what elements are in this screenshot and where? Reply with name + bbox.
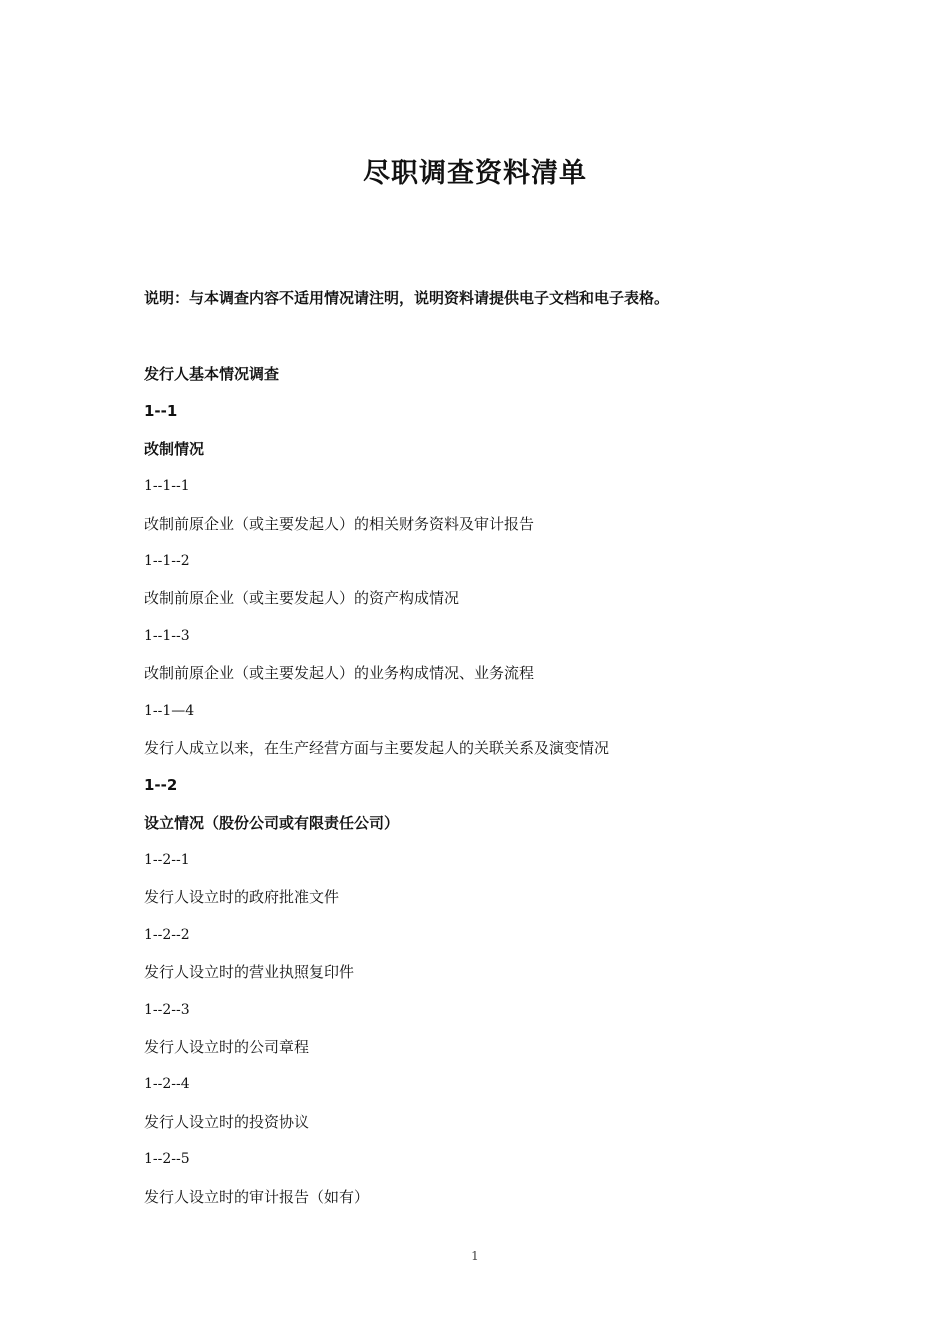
checklist-item-code: 1--1--3 xyxy=(144,627,190,644)
checklist-item-code: 1--2--5 xyxy=(144,1151,190,1168)
checklist-item-code: 1--1—4 xyxy=(144,702,195,719)
checklist-section-heading: 设立情况（股份公司或有限责任公司） xyxy=(144,813,400,832)
checklist-section-heading: 1--1 xyxy=(144,402,178,421)
checklist-content xyxy=(144,362,844,1222)
checklist-item-code: 1--2--2 xyxy=(144,926,190,943)
checklist-item: 发行人成立以来，在生产经营方面与主要发起人的关联关系及演变情况 xyxy=(144,738,610,757)
checklist-item-code: 1--1--1 xyxy=(144,478,190,495)
checklist-item: 发行人设立时的审计报告（如有） xyxy=(144,1187,370,1206)
document-note: 说明：与本调查内容不适用情况请注明，说明资料请提供电子文档和电子表格。 xyxy=(144,289,670,307)
checklist-item: 改制前原企业（或主要发起人）的业务构成情况、业务流程 xyxy=(144,664,535,683)
checklist-section-heading: 1--2 xyxy=(144,776,178,795)
checklist-section-heading: 发行人基本情况调查 xyxy=(144,365,280,383)
checklist-item: 发行人设立时的公司章程 xyxy=(144,1038,310,1057)
checklist-item-code: 1--2--4 xyxy=(144,1076,190,1093)
checklist-item: 改制前原企业（或主要发起人）的相关财务资料及审计报告 xyxy=(144,514,535,533)
document-title: 尽职调查资料清单 xyxy=(363,158,587,189)
checklist-item-code: 1--2--1 xyxy=(144,852,190,869)
checklist-item: 发行人设立时的投资协议 xyxy=(144,1112,310,1131)
checklist-item: 发行人设立时的营业执照复印件 xyxy=(144,963,355,982)
checklist-item-code: 1--2--3 xyxy=(144,1001,190,1018)
checklist-item: 改制前原企业（或主要发起人）的资产构成情况 xyxy=(144,589,460,608)
checklist-section-heading: 改制情况 xyxy=(144,439,205,458)
page-number: 1 xyxy=(471,1249,479,1263)
checklist-item: 发行人设立时的政府批准文件 xyxy=(144,888,340,907)
checklist-item-code: 1--1--2 xyxy=(144,552,190,569)
